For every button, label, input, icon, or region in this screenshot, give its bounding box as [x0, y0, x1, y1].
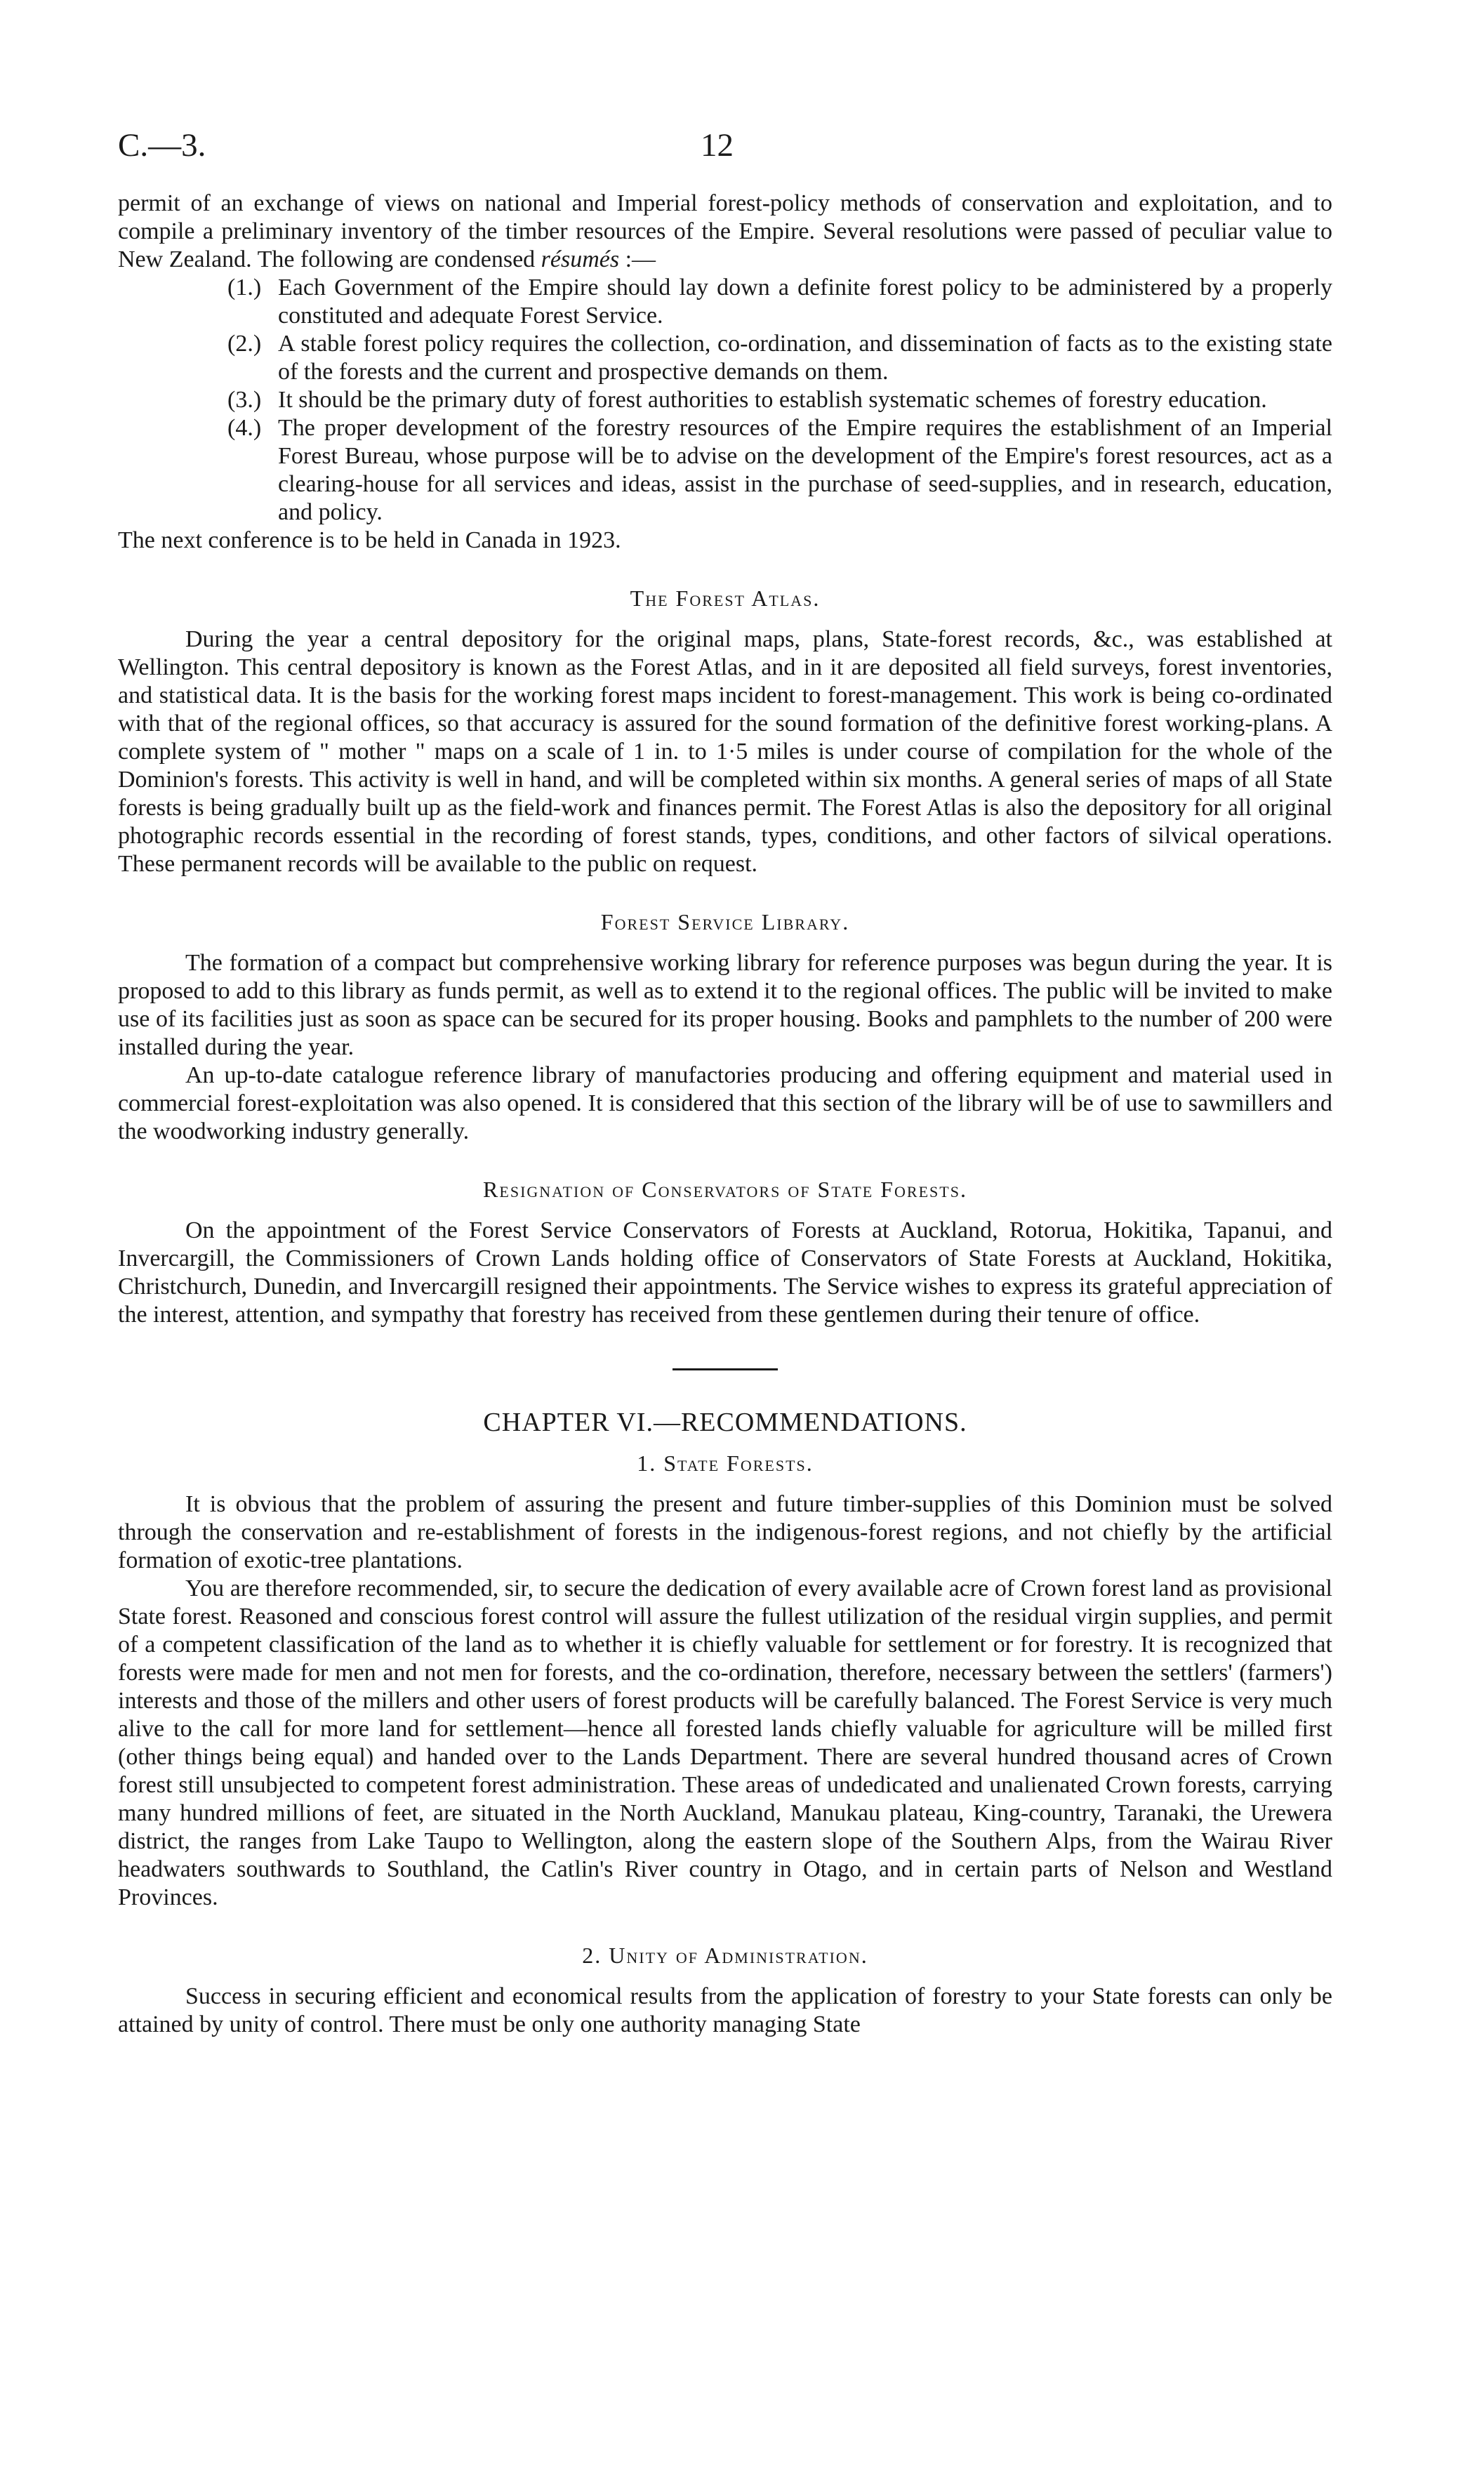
library-paragraph: An up-to-date catalogue reference library of manufactories producing and offering equipment and material used in commercial forest-exploitation was also opened. It is considered that this section of the library will be of use to sawmillers and the woodworking industry generally.: [118, 1062, 1332, 1144]
resolution-item: [118, 330, 1332, 386]
document-page: [118, 105, 1332, 2039]
unity-heading: 2. Unity of Administration.: [582, 1943, 868, 1968]
resolution-number: (4.): [227, 415, 262, 441]
resolution-item: [118, 414, 1332, 527]
resignation-heading: Resignation of Conservators of State Forests.: [483, 1177, 967, 1202]
resignation-paragraph: On the appointment of the Forest Service Conservators of Forests at Auckland, Rotorua, Hokitika, Tapanui, and Invercargill, the Commissioners of Crown Lands holding office of Conservators of State Forests at Auckland, Hokitika, Christchurch, Dunedin, and Invercargill resigned their appointments. The Service wishes to express its grateful appreciation of the interest, attention, and sympathy that forestry has received from these gentlemen during their tenure of office.: [118, 1217, 1332, 1328]
page-number: 12: [701, 127, 734, 164]
resolution-text: A stable forest policy requires the collection, co-ordination, and dissemination of facts as to the existing state of the forests and the current and prospective demands on them.: [278, 331, 1332, 385]
forest-atlas-paragraph: During the year a central depository for the original maps, plans, State-forest records, &c., was established at Wellington. This central depository is known as the Forest Atlas, and in it are deposited all field surveys, forest inventories, and statistical data. It is the basis for the working forest maps incident to forest-management. This work is being co-ordinated with that of the regional offices, so that accuracy is assured for the sound formation of the definitive forest working-plans. A complete system of " mother " maps on a scale of 1 in. to 1·5 miles is under course of compilation for the whole of the Dominion's forests. This activity is well in hand, and will be completed within six months. A general series of maps of all State forests is being gradually built up as the field-work and finances permit. The Forest Atlas is also the depository for all original photographic records essential in the recording of forest stands, types, conditions, and other factors of silvical operations. These permanent records will be available to the public on request.: [118, 626, 1332, 877]
state-forests-paragraph: You are therefore recommended, sir, to secure the dedication of every available acre of Crown forest land as provisional State forest. Reasoned and conscious forest control will assure the fullest utilization of the residual virgin supplies, and permit of a competent classification of the land as to whether it is chiefly valuable for settlement or for forestry. It is recognized that forests were made for men and not men for forests, and the co-ordination, therefore, necessary between the settlers' (farmers') interests and those of the millers and other users of forest products will be carefully balanced. The Forest Service is very much alive to the call for more land for settlement—hence all forested lands chiefly valuable for agriculture will be milled first (other things being equal) and handed over to the Lands Department. There are several hundred thousand acres of Crown forest still unsubjected to competent forest administration. These areas of undedicated and unalienated Crown forests, carrying many hundred millions of feet, are situated in the North Auckland, Manukau plateau, King-country, Taranaki, the Urewera district, the ranges from Lake Taupo to Wellington, along the eastern slope of the Southern Alps, from the Wairau River headwaters southwards to Southland, the Catlin's River country in Otago, and in certain parts of Nelson and Westland Provinces.: [118, 1575, 1332, 1910]
intro-text: permit of an exchange of views on national and Imperial forest-policy methods of conservation and exploitation, and to compile a preliminary inventory of the timber resources of the Empire. Several resolutions were passed of peculiar value to New Zealand. The following are condensed: [118, 190, 1332, 272]
state-forests-paragraph: It is obvious that the problem of assuring the present and future timber-supplies of this Dominion must be solved through the conservation and re-establishment of forests in the indigenous-forest regions, and not chiefly by the artificial formation of exotic-tree plantations.: [118, 1491, 1332, 1573]
intro-paragraph: [118, 190, 1332, 274]
resumes-word: résumés: [541, 246, 620, 272]
section-divider: [673, 1368, 778, 1370]
document-reference: C.—3.: [118, 127, 206, 164]
resolution-item: [118, 386, 1332, 414]
resolution-text: It should be the primary duty of forest authorities to establish systematic schemes of forestry education.: [278, 387, 1267, 413]
resolution-number: (2.): [227, 331, 262, 357]
resolution-text: Each Government of the Empire should lay down a definite forest policy to be administered by a properly constituted and adequate Forest Service.: [278, 275, 1332, 329]
resolution-text: The proper development of the forestry resources of the Empire requires the establishment of an Imperial Forest Bureau, whose purpose will be to advise on the development of the Empire's forest resources, act as a clearing-house for all services and ideas, assist in the purchase of seed-supplies, and in research, education, and policy.: [278, 415, 1332, 525]
state-forests-heading: 1. State Forests.: [637, 1450, 814, 1476]
library-paragraph: The formation of a compact but comprehensive working library for reference purposes was begun during the year. It is proposed to add to this library as funds permit, as well as to extend it to the regional offices. The public will be invited to make use of its facilities just as soon as space can be secured for its proper housing. Books and pamphlets to the number of 200 were installed during the year.: [118, 950, 1332, 1060]
resumes-suffix: :—: [619, 246, 656, 272]
page-header: [118, 105, 1332, 190]
resolution-number: (1.): [227, 275, 262, 300]
resolution-number: (3.): [227, 387, 262, 413]
forest-atlas-heading: The Forest Atlas.: [630, 586, 821, 611]
chapter-title: CHAPTER VI.—RECOMMENDATIONS.: [483, 1408, 967, 1437]
unity-paragraph: Success in securing efficient and economical results from the application of forestry to your State forests can only be attained by unity of control. There must be only one authority managing State: [118, 1983, 1332, 2037]
resolution-item: [118, 274, 1332, 330]
library-heading: Forest Service Library.: [600, 909, 850, 934]
conference-note: The next conference is to be held in Canada in 1923.: [118, 527, 621, 553]
